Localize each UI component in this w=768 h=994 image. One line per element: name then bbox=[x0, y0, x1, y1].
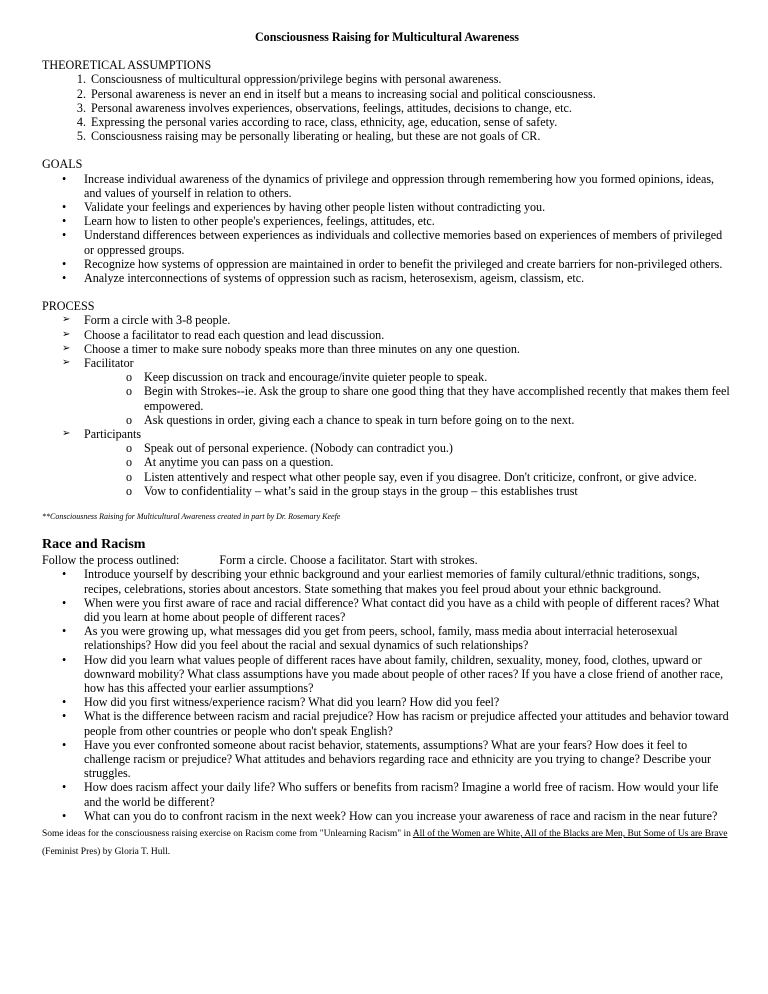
list-item bbox=[42, 624, 732, 652]
bullet-icon: • bbox=[62, 737, 67, 752]
circle-bullet-icon: o bbox=[126, 483, 133, 498]
list-item-text: Introduce yourself by describing your ethnic background and your earliest memories of family cultural/ethnic traditions, songs, recipes, celebrations, stories about ancestors. State something that makes you feel proud about your ethnic background. bbox=[84, 567, 700, 596]
list-item: 2. Personal awareness is never an end in itself but a means to increasing social and political consciousness. bbox=[89, 87, 732, 101]
sub-list-item bbox=[84, 441, 732, 455]
list-item-text: Analyze interconnections of systems of oppression such as racism, heterosexism, ageism, classism, etc. bbox=[84, 271, 585, 286]
list-item-text: Begin with Strokes--ie. Ask the group to share one good thing that they have accomplished recently that makes them feel empowered. bbox=[144, 384, 730, 413]
list-item-text: What can you do to confront racism in the next week? How can you increase your awareness of race and racism in the near future? bbox=[84, 808, 718, 823]
circle-bullet-icon: o bbox=[126, 469, 133, 484]
list-item-text: Form a circle with 3-8 people. bbox=[84, 313, 231, 328]
arrow-bullet-icon: ➢ bbox=[62, 357, 71, 369]
list-item-text: Recognize how systems of oppression are maintained in order to benefit the privileged and create barriers for non-privileged others. bbox=[84, 256, 723, 271]
list-item-text: Have you ever confronted someone about racist behavior, statements, assumptions? What are your fears? How does it feel to challenge racism or prejudice? What attitudes and behaviors regarding race and ethnicity are you trying to change? Describe your struggles. bbox=[84, 737, 712, 781]
bullet-icon: • bbox=[62, 171, 67, 186]
list-item-text: Keep discussion on track and encourage/invite quieter people to speak. bbox=[144, 370, 488, 385]
bullet-icon: • bbox=[62, 709, 67, 724]
bullet-icon: • bbox=[62, 200, 67, 215]
bullet-icon: • bbox=[62, 214, 67, 229]
list-item-text: How did you first witness/experience racism? What did you learn? How did you feel? bbox=[84, 695, 500, 710]
list-item: 4. Expressing the personal varies according to race, class, ethnicity, age, education, sense of safety. bbox=[89, 115, 732, 129]
arrow-bullet-icon: ➢ bbox=[62, 328, 71, 340]
list-item-text: How did you learn what values people of different races have about family, children, sexuality, money, food, clothes, upward or downward mobility? What class assumptions have you made about people of other races? If you have a close friend of another race, how has this affected your earlier assumptions? bbox=[84, 652, 724, 695]
list-item: 1. Consciousness of multicultural oppression/privilege begins with personal awareness. bbox=[89, 72, 732, 86]
sub-list-item bbox=[84, 384, 732, 412]
list-item bbox=[42, 257, 732, 271]
circle-bullet-icon: o bbox=[126, 455, 133, 470]
list-item bbox=[42, 200, 732, 214]
list-item bbox=[42, 342, 732, 356]
list-item bbox=[42, 172, 732, 200]
list-item bbox=[42, 427, 732, 498]
list-item bbox=[42, 653, 732, 696]
process-reminder-prefix: Follow the process outlined: bbox=[42, 553, 180, 568]
bullet-icon: • bbox=[62, 256, 67, 271]
bullet-icon: • bbox=[62, 624, 67, 639]
credit-book-title: All of the Women are White, All of the Blacks are Men, But Some of Us are Brave bbox=[412, 828, 728, 839]
list-item bbox=[42, 271, 732, 285]
list-item-text: Vow to confidentiality – what’s said in the group stays in the group – this establishes trust bbox=[144, 483, 578, 498]
list-item bbox=[42, 738, 732, 781]
list-item-text: What is the difference between racism and racial prejudice? How has racism or prejudice affected your attitudes and behavior toward people from other countries or people who don't speak English? bbox=[84, 709, 729, 738]
list-item bbox=[42, 567, 732, 595]
bullet-icon: • bbox=[62, 567, 67, 582]
bullet-icon: • bbox=[62, 271, 67, 286]
list-item-text: Listen attentively and respect what other people say, even if you disagree. Don't criticize, confront, or give advice. bbox=[144, 469, 697, 484]
list-item-text: As you were growing up, what messages did you get from peers, school, family, mass media about interracial heterosexual relationships? How did you feel about the racial and sexual dynamics of such relationships? bbox=[84, 624, 678, 653]
list-item-text: At anytime you can pass on a question. bbox=[144, 455, 334, 470]
sub-list-item bbox=[84, 470, 732, 484]
race-question-list bbox=[42, 567, 732, 823]
list-item bbox=[42, 596, 732, 624]
theory-heading: THEORETICAL ASSUMPTIONS bbox=[42, 58, 212, 73]
circle-bullet-icon: o bbox=[126, 370, 133, 385]
circle-bullet-icon: o bbox=[126, 384, 133, 399]
list-item bbox=[42, 228, 732, 256]
list-item bbox=[42, 313, 732, 327]
arrow-bullet-icon: ➢ bbox=[62, 342, 71, 354]
process-heading: PROCESS bbox=[42, 299, 95, 314]
arrow-bullet-icon: ➢ bbox=[62, 428, 71, 440]
bullet-icon: • bbox=[62, 595, 67, 610]
circle-bullet-icon: o bbox=[126, 412, 133, 427]
facilitator-label: Facilitator bbox=[84, 356, 134, 371]
circle-bullet-icon: o bbox=[126, 441, 133, 456]
source-credit bbox=[42, 825, 732, 861]
bullet-icon: • bbox=[62, 695, 67, 710]
arrow-bullet-icon: ➢ bbox=[62, 314, 71, 326]
list-item: 3. Personal awareness involves experiences, observations, feelings, attitudes, decisions to change, etc. bbox=[89, 101, 732, 115]
sub-list-item bbox=[84, 370, 732, 384]
list-item-text: How does racism affect your daily life? Who suffers or benefits from racism? Imagine a world free of racism. How would your life and the world be different? bbox=[84, 780, 719, 809]
facilitator-sublist bbox=[84, 370, 732, 427]
process-reminder bbox=[42, 553, 732, 567]
list-item bbox=[42, 214, 732, 228]
list-item bbox=[42, 709, 732, 737]
participants-sublist bbox=[84, 441, 732, 498]
list-item bbox=[42, 328, 732, 342]
sub-list-item bbox=[84, 455, 732, 469]
list-item-text: Ask questions in order, giving each a chance to speak in turn before going on to the next. bbox=[144, 412, 575, 427]
bullet-icon: • bbox=[62, 780, 67, 795]
list-item-text: Understand differences between experiences as individuals and collective memories based on experiences of members of privileged or oppressed groups. bbox=[84, 228, 723, 257]
participants-label: Participants bbox=[84, 427, 142, 442]
list-item-text: Choose a facilitator to read each question and lead discussion. bbox=[84, 327, 385, 342]
list-item-text: When were you first aware of race and racial difference? What contact did you have as a child with people of different races? What did you learn at home about people of different races? bbox=[84, 595, 720, 624]
list-item bbox=[42, 809, 732, 823]
document-page bbox=[42, 30, 732, 861]
bullet-icon: • bbox=[62, 228, 67, 243]
list-item-text: Validate your feelings and experiences by having other people listen without contradicting you. bbox=[84, 200, 546, 215]
footnote: **Consciousness Raising for Multicultural Awareness created in part by Dr. Rosemary Keefe bbox=[42, 512, 341, 522]
page-title: Consciousness Raising for Multicultural Awareness bbox=[254, 30, 520, 44]
list-item: 5. Consciousness raising may be personally liberating or healing, but these are not goals of CR. bbox=[89, 129, 732, 143]
bullet-icon: • bbox=[62, 808, 67, 823]
list-item-text: Speak out of personal experience. (Nobody can contradict you.) bbox=[144, 441, 453, 456]
goals-heading: GOALS bbox=[42, 157, 83, 172]
process-list bbox=[42, 313, 732, 498]
sub-list-item bbox=[84, 484, 732, 498]
credit-prefix: Some ideas for the consciousness raising exercise on Racism come from "Unlearning Racism" in bbox=[42, 828, 413, 839]
section-title-race: Race and Racism bbox=[42, 537, 146, 553]
list-item-text: Increase individual awareness of the dynamics of privilege and oppression through remembering how you formed opinions, ideas, and values of yourself in relation to others. bbox=[84, 171, 715, 200]
list-item bbox=[42, 356, 732, 427]
list-item bbox=[42, 780, 732, 808]
bullet-icon: • bbox=[62, 652, 67, 667]
goals-list bbox=[42, 172, 732, 286]
process-reminder-steps: Form a circle. Choose a facilitator. Start with strokes. bbox=[219, 553, 478, 568]
list-item bbox=[42, 695, 732, 709]
credit-suffix: (Feminist Pres) by Gloria T. Hull. bbox=[42, 846, 171, 857]
list-item-text: Choose a timer to make sure nobody speaks more than three minutes on any one question. bbox=[84, 341, 520, 356]
theory-list bbox=[42, 72, 732, 143]
sub-list-item bbox=[84, 413, 732, 427]
list-item-text: Learn how to listen to other people's experiences, feelings, attitudes, etc. bbox=[84, 214, 435, 229]
